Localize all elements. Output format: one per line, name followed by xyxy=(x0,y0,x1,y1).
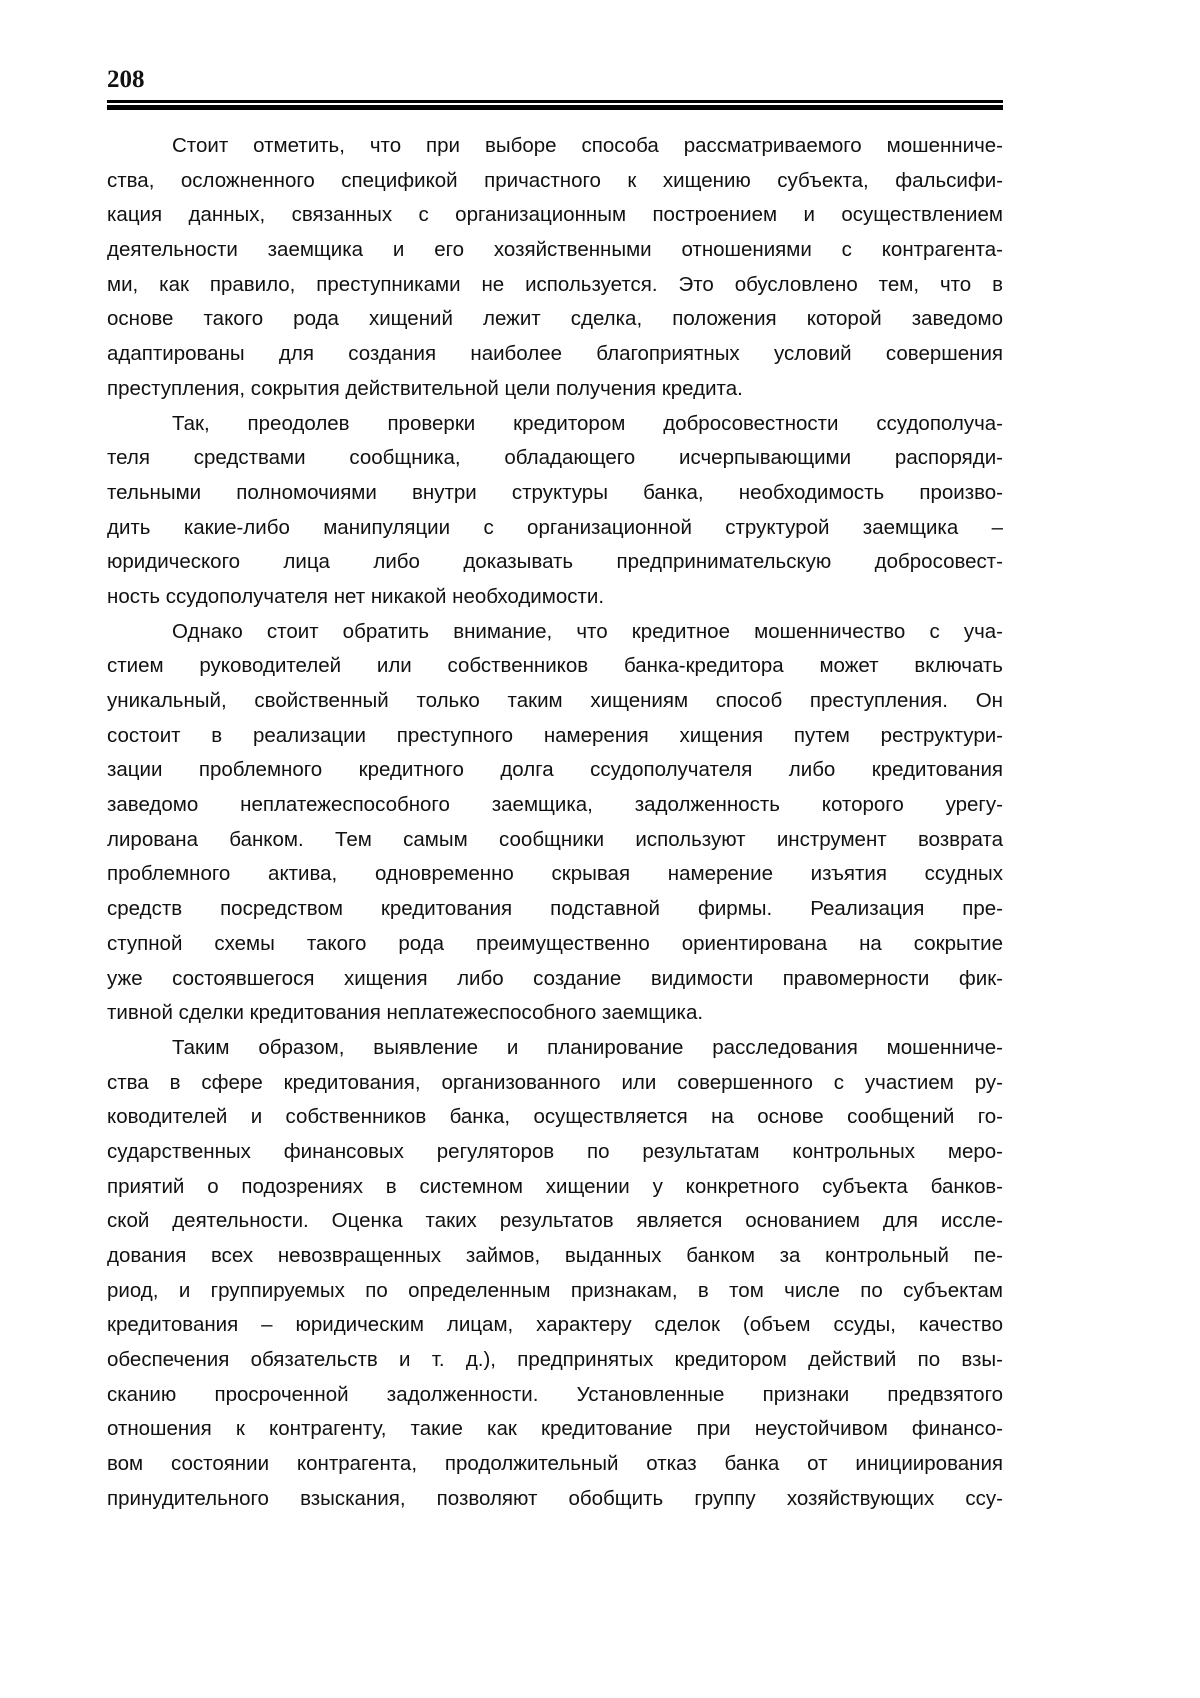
text-line: стием руководителей или собственников банка-кредитора может включать xyxy=(107,654,1003,678)
text-line: ства, осложненного спецификой причастного к хищению субъекта, фальсифи- xyxy=(107,168,1003,192)
text-line: кредитования – юридическим лицам, характеру сделок (объем ссуды, качество xyxy=(107,1313,1003,1337)
text-line: лирована банком. Тем самым сообщники используют инструмент возврата xyxy=(107,827,1003,851)
text-line: проблемного актива, одновременно скрывая намерение изъятия ссудных xyxy=(107,862,1003,886)
text-line: состоит в реализации преступного намерения хищения путем реструктури- xyxy=(107,723,1003,747)
paragraph xyxy=(107,129,1003,407)
paragraph xyxy=(107,615,1003,1031)
text-line: ства в сфере кредитования, организованного или совершенного с участием ру- xyxy=(107,1070,1003,1094)
text-line: риод, и группируемых по определенным признакам, в том числе по субъектам xyxy=(107,1278,1003,1302)
text-line: ми, как правило, преступниками не используется. Это обусловлено тем, что в xyxy=(107,272,1003,296)
text-line: ской деятельности. Оценка таких результатов является основанием для иссле- xyxy=(107,1209,1003,1233)
body-text xyxy=(107,129,1003,1517)
text-line: Так, преодолев проверки кредитором добросовестности ссудополуча- xyxy=(172,411,1003,435)
header-rule-thin xyxy=(107,100,1003,103)
paragraph xyxy=(107,407,1003,615)
text-line: дования всех невозвращенных займов, выданных банком за контрольный пе- xyxy=(107,1244,1003,1267)
text-line: дить какие-либо манипуляции с организационной структурой заемщика – xyxy=(107,515,1003,539)
text-line: ступной схемы такого рода преимущественно ориентирована на сокрытие xyxy=(107,931,1003,955)
text-line: средств посредством кредитования подставной фирмы. Реализация пре- xyxy=(107,897,1003,921)
text-line: принудительного взыскания, позволяют обобщить группу хозяйствующих ссу- xyxy=(107,1486,1003,1510)
paragraph xyxy=(107,1031,1003,1517)
text-line: деятельности заемщика и его хозяйственными отношениями с контрагента- xyxy=(107,238,1003,262)
header-rule-thick xyxy=(107,105,1003,110)
text-line: Стоит отметить, что при выборе способа рассматриваемого мошенниче- xyxy=(172,134,1003,157)
text-line: ководителей и собственников банка, осуществляется на основе сообщений го- xyxy=(107,1105,1003,1129)
text-line: Однако стоит обратить внимание, что кредитное мошенничество с уча- xyxy=(172,619,1003,643)
text-line: приятий о подозрениях в системном хищении у конкретного субъекта банков- xyxy=(107,1174,1003,1198)
text-line: сканию просроченной задолженности. Установленные признаки предвзятого xyxy=(107,1382,1003,1406)
text-line: кация данных, связанных с организационным построением и осуществлением xyxy=(107,203,1003,227)
text-line: зации проблемного кредитного долга ссудополучателя либо кредитования xyxy=(107,758,1003,782)
text-line: тивной сделки кредитования неплатежеспособного заемщика. xyxy=(107,1001,704,1025)
text-line: адаптированы для создания наиболее благоприятных условий совершения xyxy=(107,342,1003,366)
text-line: уже состоявшегося хищения либо создание видимости правомерности фик- xyxy=(107,966,1003,990)
text-line: отношения к контрагенту, такие как кредитование при неустойчивом финансо- xyxy=(107,1417,1003,1441)
text-line: обеспечения обязательств и т. д.), предпринятых кредитором действий по взы- xyxy=(107,1348,1003,1372)
text-line: юридического лица либо доказывать предпринимательскую добросовест- xyxy=(107,550,1003,574)
text-line: тельными полномочиями внутри структуры банка, необходимость произво- xyxy=(107,480,1003,504)
text-line: Таким образом, выявление и планирование расследования мошенниче- xyxy=(172,1035,1003,1059)
text-line: ность ссудополучателя нет никакой необходимости. xyxy=(107,584,605,608)
text-line: заведомо неплатежеспособного заемщика, задолженность которого урегу- xyxy=(107,793,1003,817)
text-line: сударственных финансовых регуляторов по результатам контрольных меро- xyxy=(107,1139,1003,1163)
text-line: теля средствами сообщника, обладающего исчерпывающими распоряди- xyxy=(107,446,1003,470)
text-line: уникальный, свойственный только таким хищениям способ преступления. Он xyxy=(107,689,1003,712)
text-line: преступления, сокрытия действительной цели получения кредита. xyxy=(107,376,743,400)
text-line: основе такого рода хищений лежит сделка, положения которой заведомо xyxy=(107,307,1003,331)
text-line: вом состоянии контрагента, продолжительный отказ банка от инициирования xyxy=(107,1452,1003,1476)
page-number: 208 xyxy=(107,66,145,93)
